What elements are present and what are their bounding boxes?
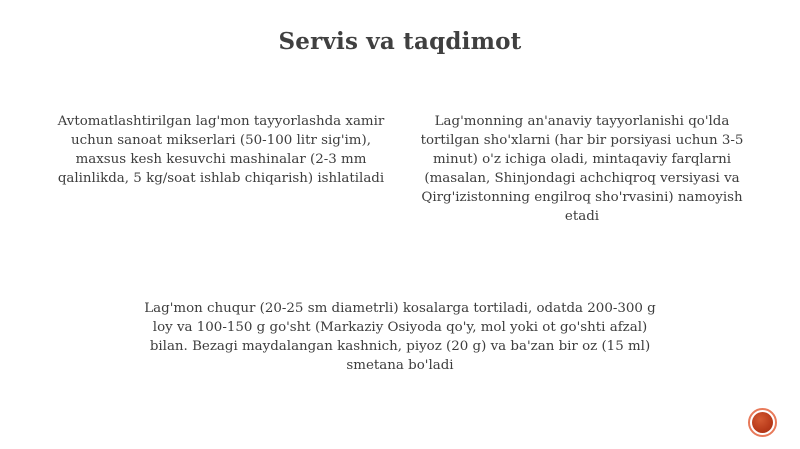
paragraph-left: Avtomatlashtirilgan lag'mon tayyorlashda xamir uchun sanoat mikserlari (50-100 litr sig'im), maxsus kesh kesuvchi mashinalar (2-3 mm qalinlikda, 5 kg/soat ishlab chiqarish) ishlatiladi [57,114,385,186]
slide-nav-button[interactable] [748,408,777,437]
paragraph-bottom: Lag'mon chuqur (20-25 sm diametrli) kosalarga tortiladi, odatda 200-300 g loy va 100-150 g go'sht (Markaziy Osiyoda qo'y, mol yoki ot go'shti afzal) bilan. Bezagi maydalangan kashnich, piyoz (20 g) va ba'zan bir oz (15 ml) smetana bo'ladi [144,301,656,373]
paragraph-right: Lag'monning an'anaviy tayyorlanishi qo'lda tortilgan sho'xlarni (har bir porsiyasi uchun 3-5 minut) o'z ichiga oladi, mintaqaviy farqlarni (masalan, Shinjondagi achchiqroq versiyasi va Qirg'izistonning engilroq sho'rvasini) namoyish etadi [420,114,744,224]
slide-title: Servis va taqdimot [278,28,522,55]
circle-button-icon [752,412,773,433]
